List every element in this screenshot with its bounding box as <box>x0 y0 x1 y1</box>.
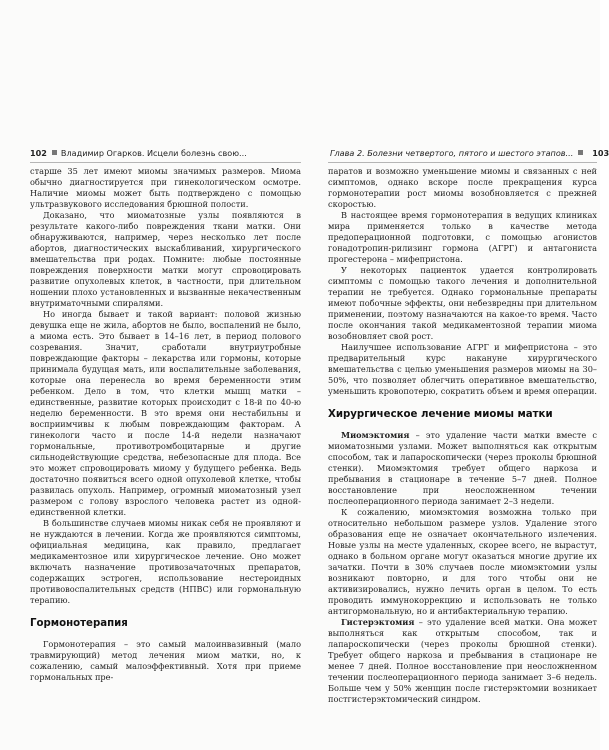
paragraph: Доказано, что миоматозные узлы появляются в результате какого-либо повреждения ткани матки. Они обнаруживаются, например, через несколько лет после абортов, диагностических выскабливаний, хирургического вмешательства при родах. Помните: любые постоянные повреждения поверхности матки могут спровоцировать развитие опухолевых клеток, в частности, при длительном ношении плохо установленных и вызванные некачественным внутриматочными спиралями. <box>30 210 301 308</box>
paragraph <box>328 430 597 507</box>
myomectomy-text: – это удаление части матки вместе с миоматозными узлами. Может выполняться как открытым способом, так и лапароскопически (через проколы брюшной стенки). Миомэктомия требует общего наркоза и пребывания в стационаре в течение 5–7 дней. Полное восстановление при неосложненном течении послеоперационного периода занимает 2–3 недели. <box>328 430 597 506</box>
paragraph: К сожалению, миомэктомия возможна только при относительно небольшом размере узлов. Удаление этого образования еще не означает окончательного излечения. Новые узлы на месте удаленных, скорее всего, не вырастут, однако в больном органе могут оказаться многие другие их зачатки. Почти в 30% случаев после миомэктомии узлы возникают повторно, и для того чтобы они не активизировались, нужно лечить орган в целом. То есть проводить иммунокоррекцию и использовать не только антигормональную, но и антибактериальную терапию. <box>328 507 597 616</box>
right-text-column <box>328 166 597 705</box>
square-bullet-icon <box>578 150 583 155</box>
left-header-rule <box>30 162 301 163</box>
left-text-column <box>30 166 301 683</box>
paragraph: В большинстве случаев миомы никак себя не проявляют и не нуждаются в лечении. Когда же проявляются симптомы, официальная медицина, как правило, предлагает медикаментозное или хирургическое лечение. Оно может включать назначение противозачаточных препаратов, содержащих эстроген, использование нестероидных противовоспалительных средств (НПВС) или гормональную терапию. <box>30 518 301 605</box>
right-running-header <box>330 147 609 159</box>
section-heading: Гормонотерапия <box>30 618 128 629</box>
right-page-number: 103 <box>592 148 609 158</box>
paragraph: В настоящее время гормонотерапия в ведущих клиниках мира применяется только в качестве метода предоперационной подготовки, с помощью агонистов гонадотропин-рилизинг гормона (АГРГ) и антагониста прогестерона – мифепристона. <box>328 210 597 264</box>
term-hysterectomy: Гистерэктомия <box>341 617 415 627</box>
paragraph: паратов и возможно уменьшение миомы и связанных с ней симптомов, однако вскоре после прекращения курса гормонотерапии рост миомы возобновляется с прежней скоростью. <box>328 166 597 209</box>
paragraph: Но иногда бывает и такой вариант: половой жизнью девушка еще не жила, абортов не было, воспалений не было, а миома есть. Это бывает в 14–16 лет, в период полового созревания. Значит, сработали внутриутробные повреждающие факторы – лекарства или гормоны, которые принимала будущая мать, или воспалительные заболевания, которые она перенесла во время беременности этим ребенком. Дело в том, что клетки мышц матки – единственные, развитие которых происходит с 18-й по 40-ю неделю беременности. В это время они нестабильны и восприимчивы к любым повреждающим факторам. А гинекологи часто и после 14-й недели назначают гормональные, противотромбоцитарные и другие сильнодействующие средства, небезопасные для плода. Все это может спровоцировать миому у будущего ребенка. Ведь достаточно появиться всего одной опухолевой клетке, чтобы развилась опухоль. Например, огромный миоматозный узел размером с голову взрослого человека растет из одной-единственной клетки. <box>30 309 301 517</box>
paragraph <box>328 617 597 705</box>
left-page-number: 102 <box>30 148 47 158</box>
paragraph: У некоторых пациенток удается контролировать симптомы с помощью такого лечения и дополнительной терапии не требуется. Однако гормональные препараты имеют побочные эффекты, они небезвредны при длительном применении, поэтому назначаются на какое-то время. Часто после окончания такой медикаментозной терапии миома возобновляет свой рост. <box>328 265 597 341</box>
left-running-header <box>30 147 247 159</box>
term-myomectomy: Миомэктомия <box>341 430 410 440</box>
hysterectomy-text: – это удаление всей матки. Она может выполняться как открытым способом, так и лапароскопически (через проколы брюшной стенки). Требует общего наркоза и пребывания в стационаре не менее 7 дней. Полное восстановление при неосложненном течении послеоперационного периода занимает 3–6 недель. Больше чем у 50% женщин после гистерэктомии возникает постгистерэктомический синдром. <box>328 617 597 704</box>
paragraph: старше 35 лет имеют миомы значимых размеров. Миома обычно диагностируется при гинекологическом осмотре. Наличие миомы может быть подтверждено с помощью ультразвукового исследования брюшной полости. <box>30 166 301 209</box>
paragraph: Наилучшее использование АГРГ и мифепристона – это предварительный курс накануне хирургического вмешательства с целью уменьшения размеров миомы на 30–50%, что позволяет облегчить оперативное вмешательство, уменьшить кровопотерю, сократить объем и время операции. <box>328 342 598 396</box>
square-bullet-icon <box>52 150 57 155</box>
section-heading: Хирургическое лечение миомы матки <box>328 409 553 420</box>
right-header-rule <box>328 162 597 163</box>
left-running-head-text: Владимир Огарков. Исцели болезнь свою... <box>60 148 247 158</box>
right-running-head-text: Глава 2. Болезни четвертого, пятого и шестого этапов... <box>330 148 574 158</box>
paragraph: Гормонотерапия – это самый малоинвазивный (мало травмирующий) метод лечения миом матки, но, к сожалению, самый малоэффективный. Хотя при приеме гормональных пре- <box>30 639 301 682</box>
